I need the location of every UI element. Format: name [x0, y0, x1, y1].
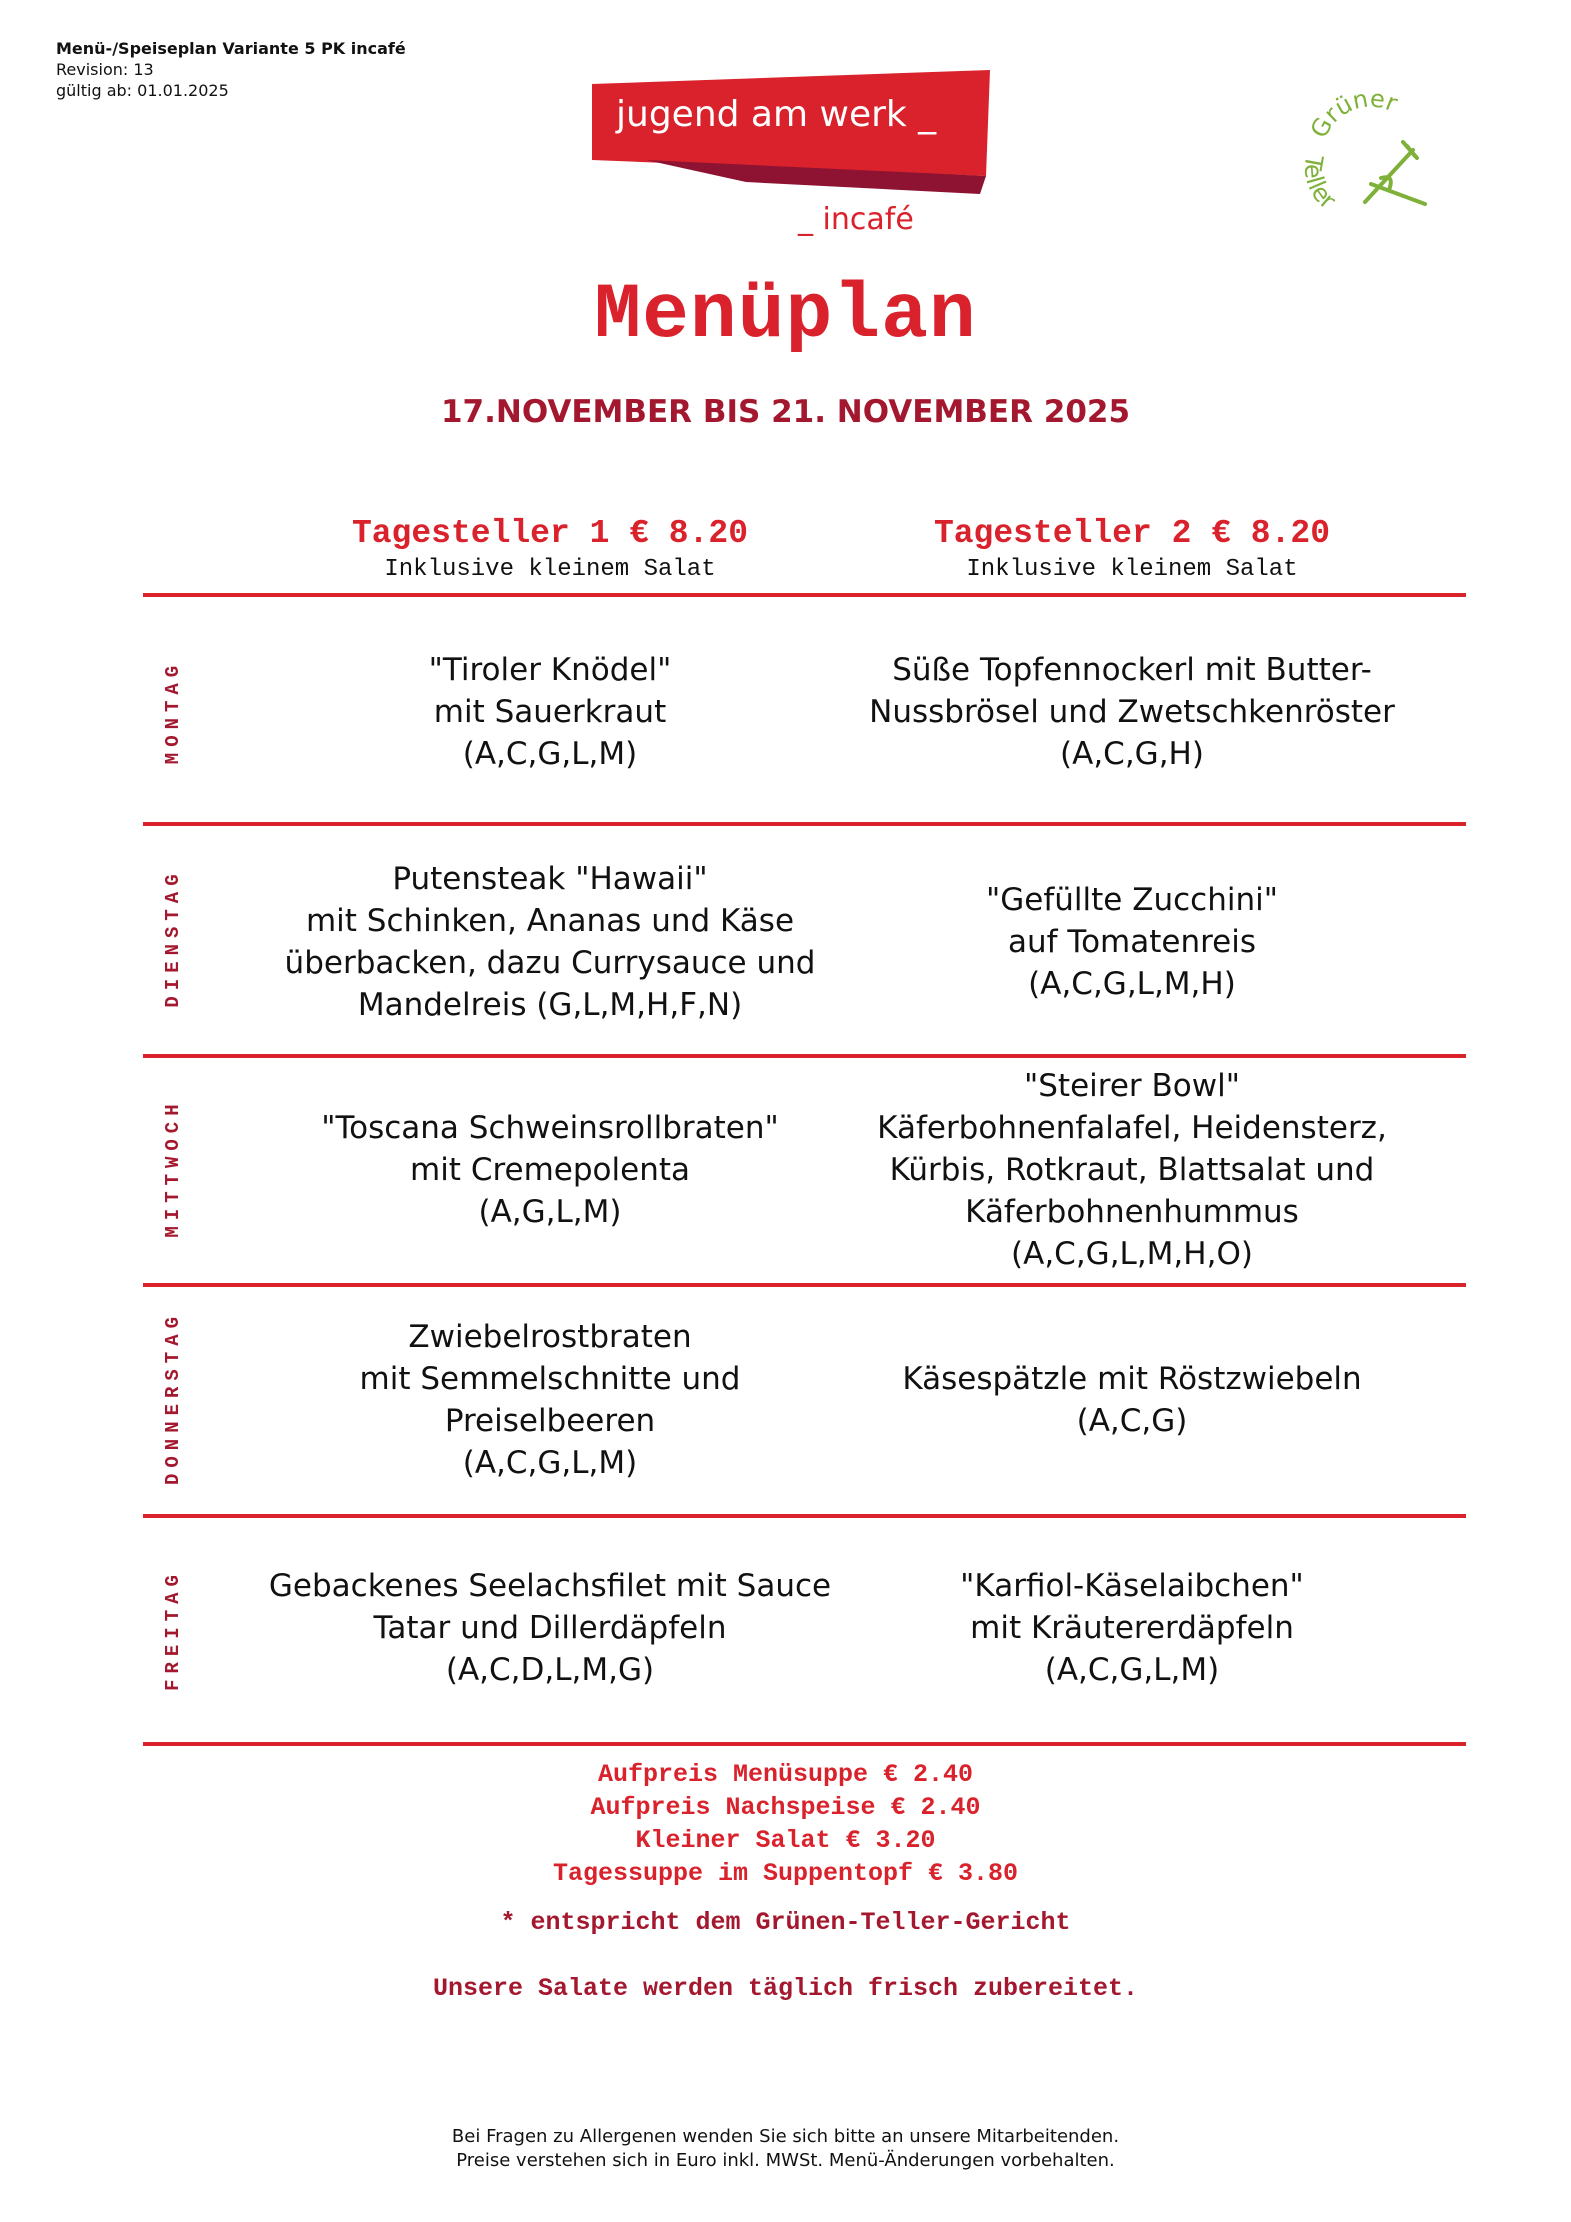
jugend-am-werk-logo	[586, 68, 994, 248]
divider	[143, 822, 1466, 826]
gruener-teller-icon	[1285, 92, 1445, 242]
divider	[143, 1742, 1466, 1746]
page-title: Menüplan	[594, 272, 977, 360]
footer	[0, 2125, 1571, 2173]
meta-revision: Revision: 13	[56, 60, 154, 79]
svg-text:Teller: Teller	[1298, 152, 1342, 215]
gruener-teller-badge	[1285, 92, 1445, 242]
divider	[143, 1514, 1466, 1518]
divider	[143, 593, 1466, 597]
divider	[143, 1054, 1466, 1058]
divider	[143, 1283, 1466, 1287]
extra-price-item: Kleiner Salat € 3.20	[635, 1826, 936, 1855]
dish-dienstag-1: Putensteak "Hawaii" mit Schinken, Ananas und Käse überbacken, dazu Currysauce und Mandelreis (G,L,M,H,F,N)	[284, 861, 816, 1023]
meta-title: Menü-/Speiseplan Variante 5 PK incafé	[56, 39, 406, 58]
dish-freitag-2: "Karfiol-Käselaibchen" mit Kräutererdäpfeln (A,C,G,L,M)	[960, 1568, 1304, 1688]
column-header-tagesteller-2	[852, 515, 1412, 583]
tagesteller-2-price: Tagesteller 2 € 8.20	[933, 515, 1331, 552]
footer-line: Bei Fragen zu Allergenen wenden Sie sich bitte an unsere Mitarbeitenden.	[451, 2126, 1120, 2147]
salad-note: Unsere Salate werden täglich frisch zubereitet.	[432, 1974, 1139, 2003]
date-range: 17.NOVEMBER BIS 21. NOVEMBER 2025	[440, 394, 1131, 430]
dish-mittwoch-1: "Toscana Schweinsrollbraten" mit Cremepolenta (A,G,L,M)	[321, 1110, 779, 1230]
extra-price-item: Aufpreis Nachspeise € 2.40	[590, 1793, 981, 1822]
meta-valid-from: gültig ab: 01.01.2025	[56, 81, 229, 100]
dish-mittwoch-2: "Steirer Bowl" Käferbohnenfalafel, Heidensterz, Kürbis, Rotkraut, Blattsalat und Käferbohnenhummus (A,C,G,L,M,H,O)	[877, 1068, 1387, 1272]
dish-freitag-1: Gebackenes Seelachsfilet mit Sauce Tatar und Dillerdäpfeln (A,C,D,L,M,G)	[268, 1568, 832, 1688]
svg-text:Grüner: Grüner	[1304, 92, 1402, 143]
green-plate-note: * entspricht dem Grünen-Teller-Gericht	[500, 1908, 1071, 1937]
dish-montag-1: "Tiroler Knödel" mit Sauerkraut (A,C,G,L,M)	[428, 652, 672, 772]
dish-donnerstag-2: Käsespätzle mit Röstzwiebeln (A,C,G)	[902, 1361, 1362, 1439]
document-meta	[56, 38, 406, 101]
extra-price-item: Aufpreis Menüsuppe € 2.40	[597, 1760, 974, 1789]
dish-dienstag-2: "Gefüllte Zucchini" auf Tomatenreis (A,C,G,L,M,H)	[986, 882, 1278, 1002]
tagesteller-1-price: Tagesteller 1 € 8.20	[351, 515, 749, 552]
dish-montag-2: Süße Topfennockerl mit Butter- Nussbrösel und Zwetschkenröster (A,C,G,H)	[869, 652, 1395, 772]
extra-prices	[0, 1758, 1571, 1890]
column-header-tagesteller-1	[270, 515, 830, 583]
logo-sub-text: _ incafé	[798, 202, 914, 237]
extra-price-item: Tagessuppe im Suppentopf € 3.80	[552, 1859, 1019, 1888]
tagesteller-1-includes: Inklusive kleinem Salat	[384, 556, 716, 583]
footer-line: Preise verstehen sich in Euro inkl. MWSt. Menü-Änderungen vorbehalten.	[456, 2150, 1115, 2171]
tagesteller-2-includes: Inklusive kleinem Salat	[966, 556, 1298, 583]
logo-brand-text: jugend am werk _	[616, 94, 937, 135]
dish-donnerstag-1: Zwiebelrostbraten mit Semmelschnitte und Preiselbeeren (A,C,G,L,M)	[359, 1319, 741, 1481]
